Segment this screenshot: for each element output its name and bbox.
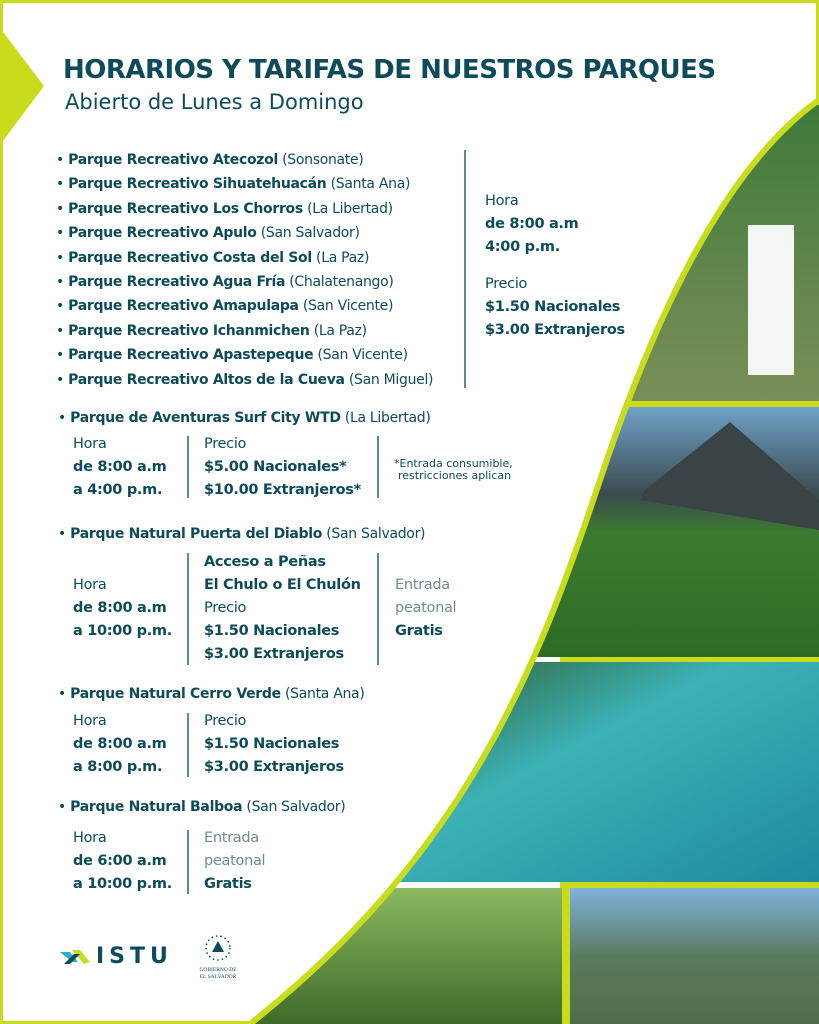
divider: [187, 553, 189, 665]
page-title: HORARIOS Y TARIFAS DE NUESTROS PARQUES: [63, 55, 716, 85]
balboa-hora: Hora de 6:00 a.m a 10:00 p.m.: [73, 830, 172, 892]
surf-city-heading: • Parque de Aventuras Surf City WTD (La Libertad): [58, 410, 431, 426]
hora-label: Hora: [485, 193, 519, 209]
divider: [187, 713, 189, 777]
list-item: • Parque Recreativo Atecozol (Sonsonate): [56, 152, 364, 168]
surf-note: *Entrada consumible, restricciones aplican: [394, 457, 513, 482]
divider: [187, 830, 189, 894]
balboa-heading: • Parque Natural Balboa (San Salvador): [58, 799, 346, 815]
recreativos-schedule: [485, 190, 625, 342]
list-item: • Parque Recreativo Apastepeque (San Vicente): [56, 347, 408, 364]
list-item: • Parque Recreativo Apulo (San Salvador): [56, 225, 360, 242]
istu-logo-mark-icon: [58, 946, 92, 968]
recreativos-list: [56, 148, 433, 392]
hora-value: 4:00 p.m.: [485, 239, 560, 255]
surf-hora: Hora de 8:00 a.m a 4:00 p.m.: [73, 436, 167, 498]
list-item: • Parque Recreativo Ichanmichen (La Paz): [56, 322, 367, 339]
cerro-hora: Hora de 8:00 a.m a 8:00 p.m.: [73, 713, 167, 775]
divider: [377, 553, 379, 665]
list-item: • Parque Recreativo Costa del Sol (La Paz): [56, 249, 370, 266]
cerro-verde-heading: • Parque Natural Cerro Verde (Santa Ana): [58, 686, 365, 702]
balboa-entrada: Entrada peatonal Gratis: [204, 830, 266, 892]
cerro-precio: Precio $1.50 Nacionales $3.00 Extranjeros: [204, 713, 344, 775]
diablo-hora: Hora de 8:00 a.m a 10:00 p.m.: [73, 577, 172, 639]
list-item: • Parque Recreativo Altos de la Cueva (San Miguel): [56, 371, 434, 388]
divider: [464, 150, 466, 388]
precio-value: $3.00 Extranjeros: [485, 322, 625, 338]
diablo-precio: Acceso a Peñas El Chulo o El Chulón Precio $1.50 Nacionales $3.00 Extranjeros: [204, 554, 361, 662]
national-seal-icon: [203, 933, 233, 963]
istu-logo: ISTU: [58, 944, 173, 969]
photo-viewpoint: [570, 888, 819, 1024]
list-item: • Parque Recreativo Sihuatehuacán (Santa Ana): [56, 176, 411, 193]
list-item: • Parque Recreativo Agua Fría (Chalatenango): [56, 274, 394, 291]
surf-precio: Precio $5.00 Nacionales* $10.00 Extranjeros*: [204, 436, 361, 498]
diablo-entrada: Entrada peatonal Gratis: [395, 577, 457, 639]
puerta-del-diablo-heading: • Parque Natural Puerta del Diablo (San Salvador): [58, 526, 426, 542]
list-item: • Parque Recreativo Los Chorros (La Libertad): [56, 200, 393, 217]
hora-value: de 8:00 a.m: [485, 216, 579, 232]
precio-label: Precio: [485, 276, 528, 292]
divider: [377, 436, 379, 498]
page-subtitle: Abierto de Lunes a Domingo: [65, 90, 364, 114]
list-item: • Parque Recreativo Amapulapa (San Vicente): [56, 298, 394, 315]
divider: [187, 436, 189, 498]
precio-value: $1.50 Nacionales: [485, 299, 621, 315]
gobierno-logo: GOBIERNO DE EL SALVADOR: [196, 933, 240, 981]
